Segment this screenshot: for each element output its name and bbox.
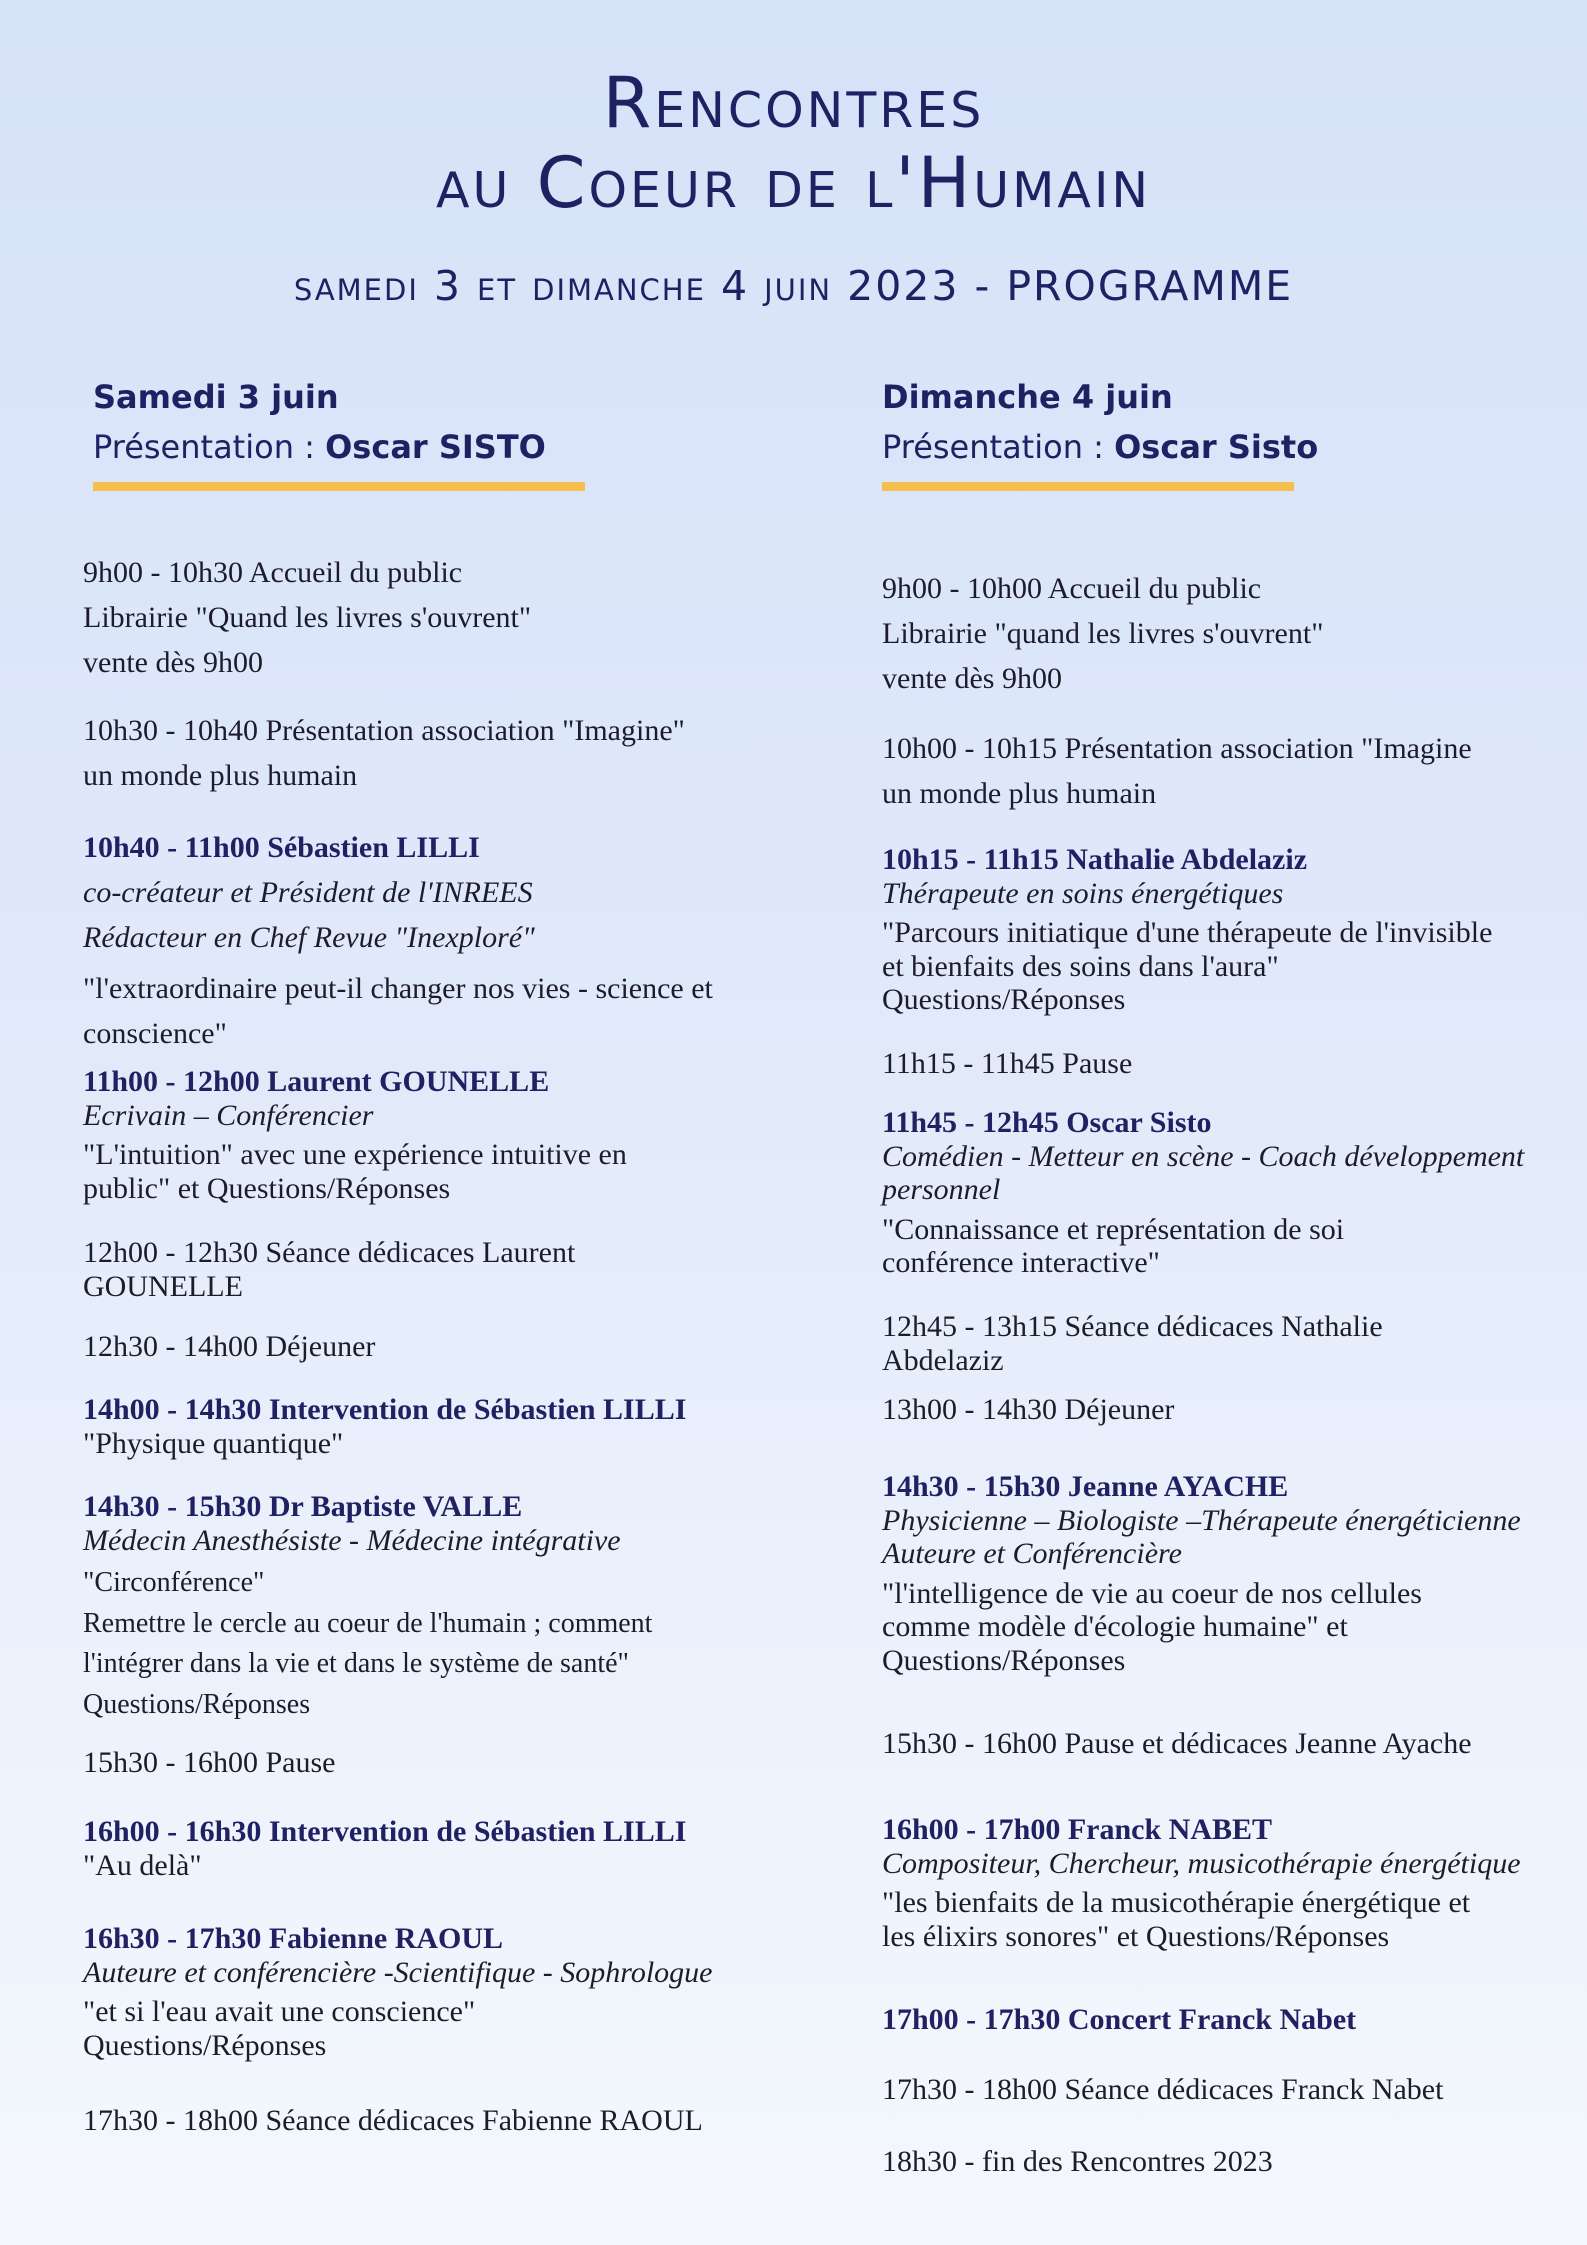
item-text: 12h45 - 13h15 Séance dédicaces Nathalie (882, 1310, 1383, 1343)
page-subtitle: samedi 3 et dimanche 4 juin 2023 - PROGRAMME (293, 262, 1294, 310)
session-item (83, 1490, 823, 1726)
session-heading: 10h15 - 11h15 Nathalie Abdelaziz (882, 843, 1308, 876)
session-item (83, 825, 823, 1056)
saturday-day-label: Samedi 3 juin (93, 378, 339, 416)
item-text: 17h30 - 18h00 Séance dédicaces Fabienne RAOUL (83, 2104, 703, 2137)
page-title-line2: au Coeur de l'Humain (435, 142, 1152, 224)
speaker-role: Rédacteur en Chef Revue "Inexploré" (83, 921, 535, 954)
speaker-role: Médecin Anesthésiste - Médecine intégrative (83, 1523, 621, 1557)
item-text: 17h30 - 18h00 Séance dédicaces Franck Nabet (882, 2073, 1444, 2106)
session-item (882, 1813, 1582, 1953)
session-item (83, 1922, 823, 2062)
item-text: 9h00 - 10h30 Accueil du public (83, 556, 463, 589)
item-text: Librairie "Quand les livres s'ouvrent" (83, 601, 532, 634)
page-title-line1: Rencontres (602, 62, 985, 144)
session-heading: 16h00 - 16h30 Intervention de Sébastien LILLI (83, 1815, 687, 1848)
item-text: conscience" (83, 1017, 227, 1050)
session-heading: 17h00 - 17h30 Concert Franck Nabet (882, 2003, 1357, 2036)
speaker-role: Thérapeute en soins énergétiques (882, 876, 1284, 910)
item-text: "Connaissance et représentation de soi (882, 1212, 1345, 1246)
schedule-item (882, 1310, 1582, 1377)
item-text: l'intégrer dans la vie et dans le système de santé" (83, 1648, 629, 1680)
sunday-header (882, 378, 1318, 466)
speaker-role: co-créateur et Président de l'INREES (83, 876, 533, 909)
item-text: un monde plus humain (83, 759, 358, 792)
speaker-role: Auteure et conférencière -Scientifique - Sophrologue (83, 1955, 713, 1989)
speaker-role: personnel (882, 1173, 1001, 1207)
schedule-item (882, 2073, 1582, 2107)
schedule-item (882, 1047, 1582, 1081)
speaker-role: Comédien - Metteur en scène - Coach développement (882, 1139, 1525, 1173)
session-heading: 11h00 - 12h00 Laurent GOUNELLE (83, 1065, 550, 1098)
schedule-item (83, 550, 823, 685)
item-text: Abdelaziz (882, 1343, 1004, 1377)
schedule-item (882, 1393, 1582, 1427)
item-text: comme modèle d'écologie humaine" et (882, 1610, 1348, 1644)
item-text: un monde plus humain (882, 777, 1157, 810)
item-text: "et si l'eau avait une conscience" (83, 1995, 476, 2029)
item-text: 10h00 - 10h15 Présentation association "Imagine (882, 732, 1472, 765)
item-text: Librairie "quand les livres s'ouvrent" (882, 617, 1324, 650)
item-text: "l'intelligence de vie au coeur de nos cellules (882, 1576, 1422, 1610)
schedule-item (882, 726, 1582, 816)
item-text: "Au delà" (83, 1848, 202, 1882)
item-text: "les bienfaits de la musicothérapie énergétique et (882, 1886, 1471, 1920)
item-text: 10h30 - 10h40 Présentation association "Imagine" (83, 714, 685, 747)
saturday-header (93, 378, 546, 466)
session-heading: 10h40 - 11h00 Sébastien LILLI (83, 831, 480, 864)
speaker-role: Physicienne – Biologiste –Thérapeute énergéticienne (882, 1503, 1521, 1537)
item-text: "Circonférence" (83, 1567, 265, 1599)
saturday-presenter: Présentation : Oscar SISTO (93, 428, 546, 466)
item-text: 15h30 - 16h00 Pause (83, 1746, 336, 1779)
schedule-item (882, 2145, 1582, 2179)
session-heading: 14h30 - 15h30 Jeanne AYACHE (882, 1470, 1289, 1503)
session-heading: 11h45 - 12h45 Oscar Sisto (882, 1106, 1212, 1139)
sunday-underline (882, 482, 1294, 491)
item-text: public" et Questions/Réponses (83, 1171, 451, 1205)
item-text: 9h00 - 10h00 Accueil du public (882, 572, 1262, 605)
item-text: 15h30 - 16h00 Pause et dédicaces Jeanne Ayache (882, 1727, 1472, 1760)
item-text: Questions/Réponses (83, 1688, 311, 1720)
item-text: Questions/Réponses (882, 983, 1126, 1017)
session-item (882, 1106, 1582, 1280)
session-heading: 14h00 - 14h30 Intervention de Sébastien LILLI (83, 1393, 687, 1426)
item-text: 13h00 - 14h30 Déjeuner (882, 1393, 1175, 1426)
speaker-role: Auteure et Conférencière (882, 1537, 1182, 1571)
schedule-item (83, 708, 823, 798)
speaker-role: Ecrivain – Conférencier (83, 1098, 374, 1132)
sunday-presenter: Présentation : Oscar Sisto (882, 428, 1319, 466)
session-item (882, 2003, 1582, 2037)
session-heading: 14h30 - 15h30 Dr Baptiste VALLE (83, 1490, 523, 1523)
item-text: "L'intuition" avec une expérience intuitive en (83, 1138, 627, 1172)
schedule-item (83, 2104, 823, 2138)
item-text: les élixirs sonores" et Questions/Réponses (882, 1919, 1390, 1953)
item-text: "Parcours initiatique d'une thérapeute de l'invisible (882, 916, 1493, 950)
item-text: "Physique quantique" (83, 1426, 344, 1460)
schedule-item (882, 1727, 1582, 1761)
item-text: vente dès 9h00 (882, 662, 1062, 695)
item-text: 12h00 - 12h30 Séance dédicaces Laurent (83, 1236, 576, 1269)
item-text: 18h30 - fin des Rencontres 2023 (882, 2145, 1273, 2178)
session-heading: 16h00 - 17h00 Franck NABET (882, 1813, 1273, 1846)
item-text: 11h15 - 11h45 Pause (882, 1047, 1133, 1080)
item-text: "l'extraordinaire peut-il changer nos vies - science et (83, 972, 713, 1005)
session-item (83, 1393, 823, 1460)
schedule-item (83, 1746, 823, 1780)
speaker-role: Compositeur, Chercheur, musicothérapie énergétique (882, 1846, 1521, 1880)
item-text: conférence interactive" (882, 1246, 1160, 1280)
schedule-item (83, 1330, 823, 1364)
session-heading: 16h30 - 17h30 Fabienne RAOUL (83, 1922, 504, 1955)
session-item (83, 1065, 823, 1205)
item-text: 12h30 - 14h00 Déjeuner (83, 1330, 376, 1363)
saturday-underline (93, 482, 585, 491)
item-text: et bienfaits des soins dans l'aura" (882, 949, 1279, 983)
item-text: vente dès 9h00 (83, 646, 263, 679)
schedule-item (882, 566, 1582, 701)
item-text: Questions/Réponses (882, 1643, 1126, 1677)
item-text: GOUNELLE (83, 1269, 243, 1303)
item-text: Questions/Réponses (83, 2028, 327, 2062)
schedule-item (83, 1236, 823, 1303)
item-text: Remettre le cercle au coeur de l'humain ; comment (83, 1607, 653, 1639)
session-item (882, 843, 1582, 1017)
sunday-day-label: Dimanche 4 juin (882, 378, 1173, 416)
session-item (882, 1470, 1582, 1678)
session-item (83, 1815, 823, 1882)
